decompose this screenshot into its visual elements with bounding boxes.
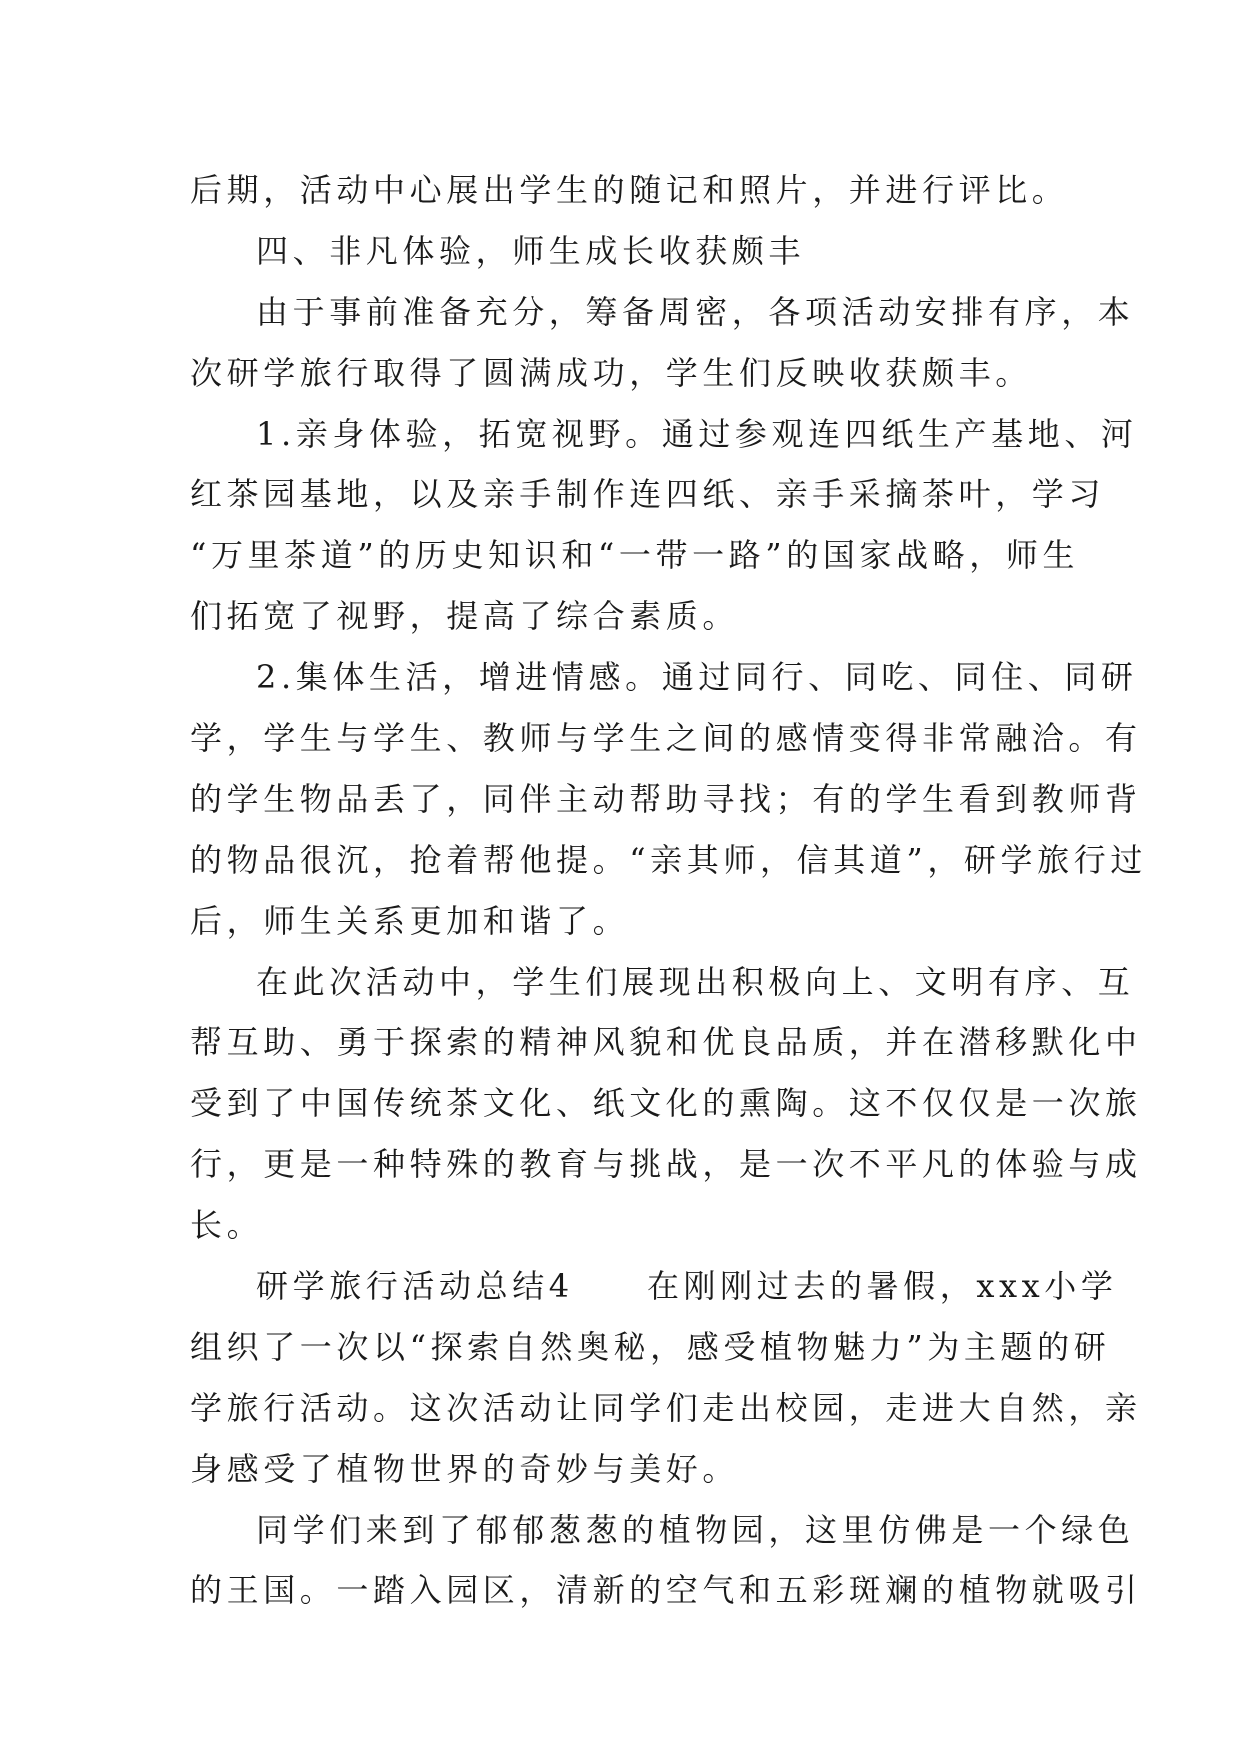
- text-line: 后，师生关系更加和谐了。: [190, 901, 630, 940]
- text-line: 学，学生与学生、教师与学生之间的感情变得非常融洽。有: [190, 719, 1142, 758]
- text-line: 研学旅行活动总结4 在刚刚过去的暑假，xxx小学: [256, 1267, 1118, 1306]
- text-line: 红茶园基地，以及亲手制作连四纸、亲手采摘茶叶，学习: [190, 475, 1106, 514]
- text-line: 同学们来到了郁郁葱葱的植物园，这里仿佛是一个绿色: [256, 1510, 1135, 1549]
- text-line: 组织了一次以“探索自然奥秘，感受植物魅力”为主题的研: [190, 1327, 1111, 1366]
- text-line: 2.集体生活，增进情感。通过同行、同吃、同住、同研: [256, 658, 1138, 697]
- text-line: 受到了中国传统茶文化、纸文化的熏陶。这不仅仅是一次旅: [190, 1084, 1142, 1123]
- text-line: 们拓宽了视野，提高了综合素质。: [190, 597, 740, 636]
- text-line: 帮互助、勇于探索的精神风貌和优良品质，并在潜移默化中: [190, 1023, 1142, 1062]
- text-line: 身感受了植物世界的奇妙与美好。: [190, 1449, 740, 1488]
- text-line: “万里茶道”的历史知识和“一带一路”的国家战略，师生: [190, 536, 1080, 575]
- text-line: 1.亲身体验，拓宽视野。通过参观连四纸生产基地、河: [256, 414, 1138, 453]
- section-heading: 四、非凡体验，师生成长收获颇丰: [256, 231, 806, 270]
- text-line: 学旅行活动。这次活动让同学们走出校园，走进大自然，亲: [190, 1388, 1142, 1427]
- text-line: 的王国。一踏入园区，清新的空气和五彩斑斓的植物就吸引: [190, 1571, 1142, 1610]
- text-line: 在此次活动中，学生们展现出积极向上、文明有序、互: [256, 962, 1135, 1001]
- text-line: 长。: [190, 1206, 264, 1245]
- text-line: 的学生物品丢了，同伴主动帮助寻找；有的学生看到教师背: [190, 779, 1142, 818]
- text-line: 次研学旅行取得了圆满成功，学生们反映收获颇丰。: [190, 353, 1032, 392]
- text-line: 行，更是一种特殊的教育与挑战，是一次不平凡的体验与成: [190, 1145, 1142, 1184]
- text-line: 的物品很沉，抢着帮他提。“亲其师，信其道”，研学旅行过: [190, 840, 1147, 879]
- text-line: 由于事前准备充分，筹备周密，各项活动安排有序，本: [256, 292, 1135, 331]
- document-body: [190, 160, 1147, 1621]
- text-line: 后期，活动中心展出学生的随记和照片，并进行评比。: [190, 171, 1069, 209]
